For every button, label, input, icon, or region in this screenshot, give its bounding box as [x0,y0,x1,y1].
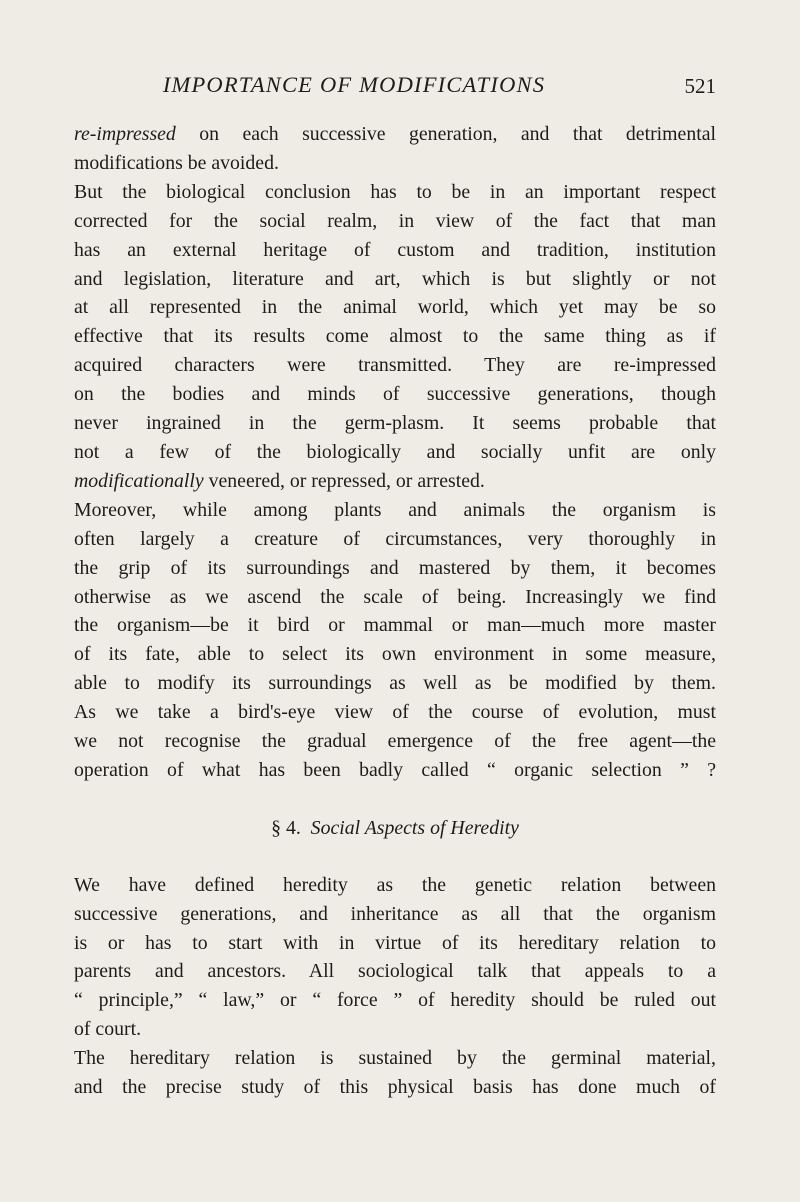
text-line: modifications be avoided. [74,151,279,174]
text-line: never ingrained in the germ-plasm. It seems probable that [74,412,716,435]
italic-phrase: modificationally [74,469,204,492]
text-line: But the biological conclusion has to be in an important respect [74,180,716,203]
text-line: we not recognise the gradual emergence of the free agent—the [74,730,716,753]
page-number: 521 [684,74,716,98]
running-head: IMPORTANCE OF MODIFICATIONS [162,72,546,97]
text-line: the organism—be it bird or mammal or man—much more master [74,614,716,637]
text-line: We have defined heredity as the genetic relation between [74,873,716,896]
text-line: is or has to start with in virtue of its hereditary relation to [74,931,716,954]
text-line: corrected for the social realm, in view of the fact that man [74,209,716,232]
text-line: acquired characters were transmitted. They are re-impressed [74,354,716,377]
line-text: on each successive generation, and that detrimental [175,123,716,145]
line-text: veneered, or repressed, or arrested. [203,469,485,492]
text-line: Moreover, while among plants and animals the organism is [74,498,716,521]
text-line: on the bodies and minds of successive generations, though [74,383,716,406]
page-body [74,120,716,1102]
text-line: of court. [74,1018,142,1041]
section-number: § 4. [271,816,301,839]
text-line: effective that its results come almost to the same thing as if [74,325,716,348]
text-line: not a few of the biologically and socially unfit are only [74,440,716,463]
text-line: the grip of its surroundings and mastered by them, it becomes [74,556,716,579]
text-line: and the precise study of this physical basis has done much of [74,1076,716,1099]
section-title: Social Aspects of Heredity [310,816,519,839]
text-line: otherwise as we ascend the scale of being. Increasingly we find [74,585,716,608]
text-line [74,467,716,496]
text-line: parents and ancestors. All sociological talk that appeals to a [74,960,716,983]
text-line: The hereditary relation is sustained by the germinal material, [74,1047,716,1070]
italic-phrase: re-impressed [74,123,176,145]
text-line: and legislation, literature and art, which is but slightly or not [74,267,716,290]
text-line: at all represented in the animal world, which yet may be so [74,296,716,319]
text-line: often largely a creature of circumstances, very thoroughly in [74,527,716,550]
text-line [74,120,716,149]
page-header [74,72,716,106]
text-line: has an external heritage of custom and tradition, institution [74,238,716,261]
text-line: As we take a bird's-eye view of the course of evolution, must [74,701,716,724]
text-line: operation of what has been badly called “ organic selection ” ? [74,758,716,781]
text-line: “ principle,” “ law,” or “ force ” of heredity should be ruled out [74,989,716,1012]
text-line: able to modify its surroundings as well as be modified by them. [74,672,716,695]
section-heading [74,814,716,843]
text-line: of its fate, able to select its own environment in some measure, [74,643,716,666]
text-line: successive generations, and inheritance as all that the organism [74,902,716,925]
